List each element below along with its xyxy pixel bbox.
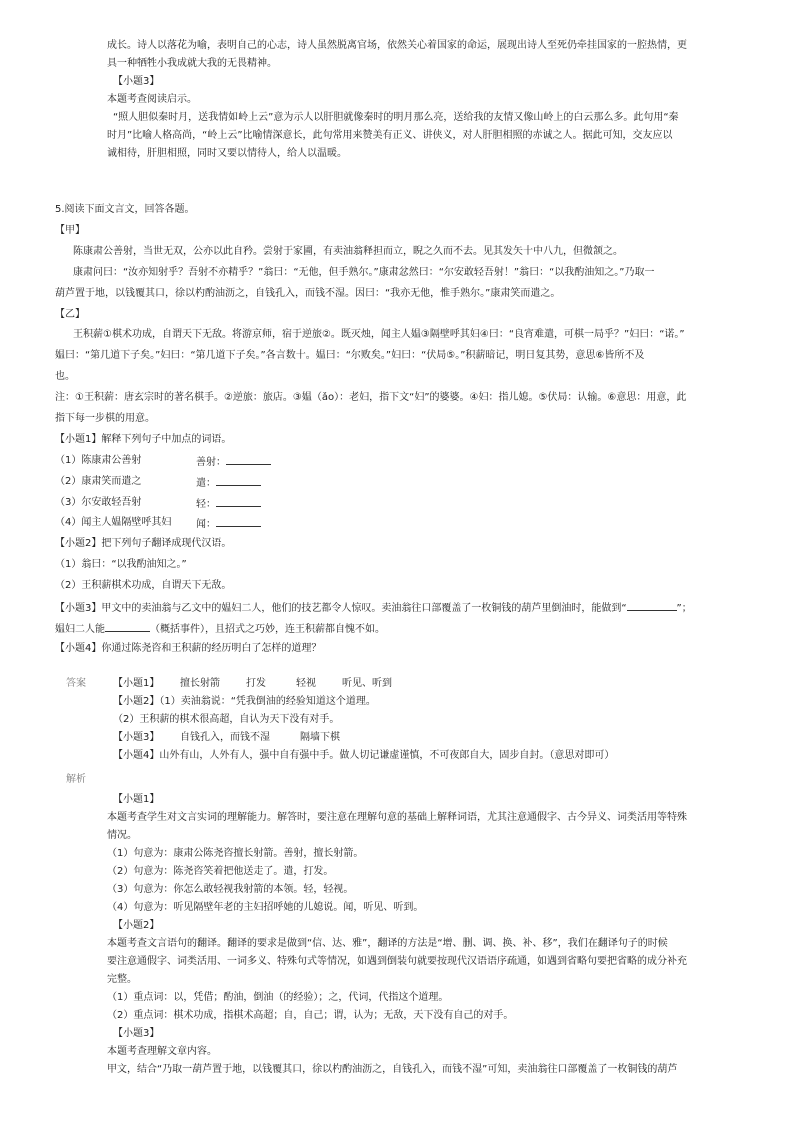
answer-1-item: 轻视 (296, 678, 316, 689)
analysis-line: 完整。 (107, 974, 137, 985)
answer-3-item: 隔墙下棋 (300, 732, 340, 743)
passage-jia-line: 葫芦置于地，以钱覆其口，徐以杓酌油沥之，自钱孔入，而钱不湿。因曰：“我亦无他，惟手熟尔。”康肃笑而遣之。 (55, 288, 561, 299)
answer-blank[interactable] (226, 454, 271, 465)
answer-blank[interactable] (627, 600, 677, 611)
analysis-line: （2）重点词：棋术功成，指棋术高超；自，自己；谓，认为；无敌，天下没有自己的对手。 (107, 1010, 514, 1021)
passage-jia-line: 陈康肃公善射，当世无双，公亦以此自矜。尝射于家圃，有卖油翁释担而立，睨之久而不去。见其发矢十中八九，但微颔之。 (73, 246, 623, 257)
answer-3-item: 自钱孔入，而钱不湿 (180, 732, 270, 743)
subquestion-1: 【小题1】解释下列句子中加点的词语。 (55, 434, 232, 445)
answer-1-item: 听见、听到 (342, 678, 392, 689)
analysis-line: 【小题1】 (113, 794, 160, 805)
analysis-line: 情况。 (107, 830, 137, 841)
question-title: 5.阅读下面文言文，回答各题。 (55, 204, 195, 215)
answer-label: 答案 (66, 678, 86, 689)
analysis-line: 【小题2】 (113, 920, 160, 931)
answer-1-item: 擅长射箭 (180, 678, 220, 689)
answer-2b: （2）王积薪的棋术很高超，自认为天下没有对手。 (113, 714, 340, 725)
translate-item: （1）翁曰：“以我酌油知之。” (55, 559, 187, 570)
top-line-3: 本题考查阅读启示。 (107, 94, 197, 105)
translate-item: （2）王积薪棋术功成，自谓天下无敌。 (55, 580, 232, 591)
item-term: 善射： (196, 454, 271, 470)
subquestion-tag: 【小题3】 (113, 76, 160, 87)
analysis-line: 本题考查学生对文言实词的理解能力。解答时，要注意在理解句意的基础上解释词语，尤其注意通假字、古今异义、词类活用等特殊 (107, 812, 687, 823)
top-line-2: 具一种牺牲小我成就大我的无畏精神。 (107, 58, 277, 69)
answer-4: 【小题4】山外有山，人外有人，强中自有强中手。做人切记谦虚谨慎，不可夜郎自大，固步自封。（意思对即可） (113, 750, 615, 761)
answer-2a: 【小题2】（1）卖油翁说：“凭我倒油的经验知道这个道理。 (113, 696, 376, 707)
passage-yi-line: 也。 (55, 371, 75, 382)
top-line-6: 诚相待，肝胆相照，同时又要以情待人，给人以温暖。 (107, 148, 347, 159)
analysis-line: （2）句意为：陈尧咨笑着把他送走了。遣，打发。 (107, 866, 334, 877)
annotation-line: 注：①王积薪：唐玄宗时的著名棋手。②逆旅：旅店。③媪（ǎo）：老妇，指下文“妇”的婆婆。④妇：指儿媳。⑤伏局：认输。⑥意思：用意，此 (55, 392, 687, 403)
passage-jia-line: 康肃问曰：“汝亦知射乎？吾射不亦精乎？”翁曰：“无他，但手熟尔。”康肃忿然曰：“尔安敢轻吾射！”翁曰：“以我酌油知之。”乃取一 (73, 267, 655, 278)
answer-blank[interactable] (216, 516, 261, 527)
item-sentence: （4）闻主人媪隔壁呼其妇 (55, 517, 172, 528)
annotation-line: 指下每一步棋的用意。 (55, 413, 155, 424)
passage-yi-line: 媪曰：“第几道下子矣。”妇曰：“第几道下子矣。”各言数十。媪曰：“尔败矣。”妇曰：“伏局⑤。”积薪暗记，明日复其势，意思⑥皆所不及 (55, 350, 645, 361)
top-line-5: 时月”比喻人格高尚，“岭上云”比喻情深意长，此句常用来赞美有正义、讲侠义，对人肝胆相照的赤诚之人。据此可知，交友应以 (107, 130, 673, 141)
item-sentence: （2）康肃笑而遣之 (55, 476, 142, 487)
analysis-line: （1）句意为：康肃公陈尧咨擅长射箭。善射，擅长射箭。 (107, 848, 364, 859)
answer-blank[interactable] (216, 475, 261, 486)
answer-1-item: 打发 (246, 678, 266, 689)
answer-blank[interactable] (216, 496, 261, 507)
analysis-line: （1）重点词：以，凭借；酌油，倒油（的经验）；之，代词，代指这个道理。 (107, 992, 449, 1003)
subquestion-3: 【小题3】甲文中的卖油翁与乙文中的媪妇二人，他们的技艺都令人惊叹。卖油翁往口部覆盖了一枚铜钱的葫芦里倒油时，能做到“ ”； (55, 600, 692, 616)
passage-jia-label: 【甲】 (55, 225, 85, 236)
item-sentence: （3）尔安敢轻吾射 (55, 497, 142, 508)
analysis-line: 本题考查文言语句的翻译。翻译的要求是做到“信、达、雅”，翻译的方法是“增、删、调、换、补、移”，我们在翻译句子的时候 (107, 938, 668, 949)
passage-yi-line: 王积薪①棋术功成，自谓天下无敌。将游京师，宿于逆旅②。既灭烛，闻主人媪③隔壁呼其妇④曰：“良宵难遣，可棋一局乎？”妇曰：“诺。” (73, 329, 685, 340)
analysis-line: （4）句意为：听见隔壁年老的主妇招呼她的儿媳说。闻，听见、听到。 (107, 902, 424, 913)
passage-yi-label: 【乙】 (55, 309, 85, 320)
subquestion-3-cont: 媪妇二人能 （概括事件），且招式之巧妙，连王积薪都自愧不如。 (55, 621, 385, 637)
analysis-label: 解析 (66, 774, 86, 785)
item-term: 闻： (196, 516, 261, 532)
item-term: 轻： (196, 496, 261, 512)
analysis-line: 【小题3】 (113, 1028, 160, 1039)
subquestion-2: 【小题2】把下列句子翻译成现代汉语。 (55, 538, 232, 549)
answer-1-tag: 【小题1】 (113, 678, 160, 689)
top-line-1: 成长。诗人以落花为喻，表明自己的心志，诗人虽然脱离官场，依然关心着国家的命运，展现出诗人至死仍牵挂国家的一腔热情，更 (107, 40, 687, 51)
answer-blank[interactable] (105, 621, 150, 632)
subquestion-4: 【小题4】你通过陈尧咨和王积薪的经历明白了怎样的道理？ (55, 643, 322, 654)
item-sentence: （1）陈康肃公善射 (55, 455, 142, 466)
answer-3-tag: 【小题3】 (113, 732, 160, 743)
item-term: 遣： (196, 475, 261, 491)
top-line-4: “照人胆似秦时月，送我情如岭上云”意为示人以肝胆就像秦时的明月那么亮，送给我的友情又像山岭上的白云那么多。此句用“秦 (113, 112, 679, 123)
analysis-line: 甲文，结合“乃取一葫芦置于地，以钱覆其口，徐以杓酌油沥之，自钱孔入，而钱不湿”可知，卖油翁往口部覆盖了一枚铜钱的葫芦 (107, 1064, 678, 1075)
analysis-line: （3）句意为：你怎么敢轻视我射箭的本领。轻，轻视。 (107, 884, 354, 895)
analysis-line: 要注意通假字、词类活用、一词多义、特殊句式等情况，如遇到倒装句就要按现代汉语语序疏通，如遇到省略句要把省略的成分补充 (107, 956, 687, 967)
analysis-line: 本题考查理解文章内容。 (107, 1046, 217, 1057)
